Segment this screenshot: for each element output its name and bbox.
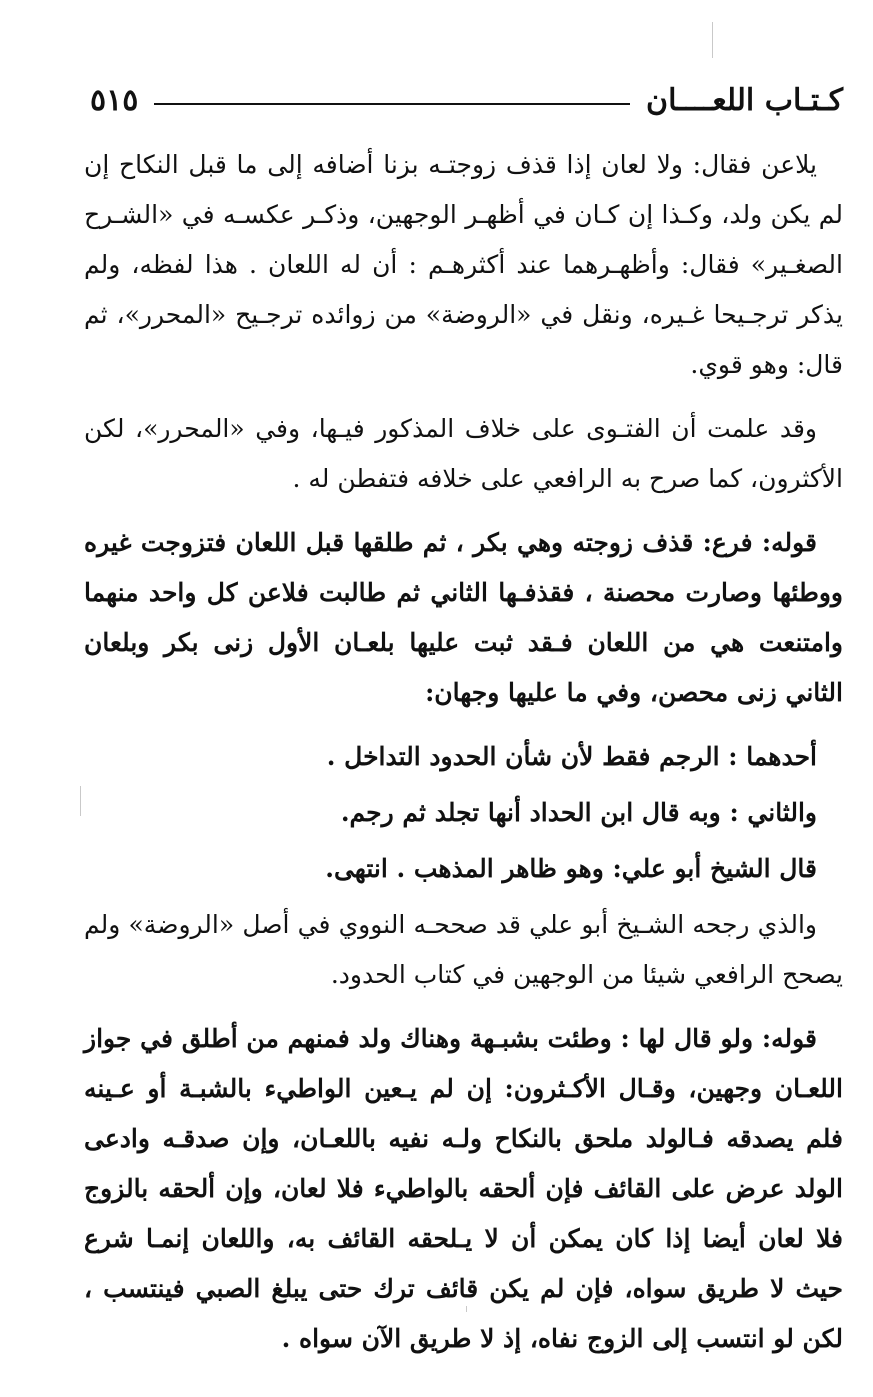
chapter-title: كـتـاب اللعــــان (646, 82, 843, 118)
paragraph-4: أحدهما : الرجم فقط لأن شأن الحدود التداخل . (326, 742, 817, 771)
scan-mark-top (712, 22, 713, 58)
paragraph-2: وقد علمت أن الفتـوى على خلاف المذكور فيـها، وفي «المحرر»، لكن الأكثرون، كما صرح به الرافعي على خلافه فتفطن له . (84, 414, 843, 493)
scan-mark-left (80, 786, 81, 816)
paragraph-5: والثاني : وبه قال ابن الحداد أنها تجلد ثم رجم. (340, 798, 817, 827)
page-header (90, 78, 843, 122)
page-body (84, 140, 843, 1378)
paragraph-7: والذي رجحه الشـيخ أبو علي قد صححـه النووي في أصل «الروضة» ولم يصحح الرافعي شيئا من الوجهين في كتاب الحدود. (84, 910, 843, 989)
page-number: ٥١٥ (90, 82, 139, 118)
paragraph-3: قوله: فرع: قذف زوجته وهي بكر ، ثم طلقها قبل اللعان فتزوجت غيره ووطئها وصارت محصنة ، فقذفـها الثاني ثم طالبت فلاعن كل واحد منهما وامتنعت هي من اللعان فـقد ثبت عليها بلعـان الأول زنى بكر وبلعان الثاني زنى محصن، وفي ما عليها وجهان: (84, 528, 843, 707)
paragraph-6: قال الشيخ أبو علي: وهو ظاهر المذهب . انتهى. (325, 854, 817, 883)
header-rule (154, 103, 630, 105)
scan-mark-bottom (466, 1306, 467, 1312)
paragraph-8: قوله: ولو قال لها : وطئت بشبـهة وهناك ولد فمنهم من أطلق في جواز اللعـان وجهين، وقـال الأكـثرون: إن لم يـعين الواطيء بالشبـة أو عـينه فلم يصدقه فـالولد ملحق بالنكاح ولـه نفيه باللعـان، وإن صدقـه وادعى الولد عرض على القائف فإن ألحقه بالواطيء فلا لعان، وإن ألحقه بالزوج فلا لعان أيضا إذا كان يمكن أن لا يـلحقه القائف به، واللعان إنمـا شرع حيث لا طريق سواه، فإن لم يكن قائف ترك حتى يبلغ الصبي فينتسب ، لكن لو انتسب إلى الزوج نفاه، إذ لا طريق الآن سواه . (84, 1024, 843, 1353)
paragraph-1: يلاعن فقال: ولا لعان إذا قذف زوجتـه بزنا أضافه إلى ما قبل النكاح إن لم يكن ولد، وكـذا إن كـان في أظهـر الوجهين، وذكـر عكسـه في «الشـرح الصغـير» فقال: وأظهـرهما عند أكثرهـم : أن له اللعان . هذا لفظه، ولم يذكر ترجـيحا غـيره، ونقل في «الروضة» من زوائده ترجـيح «المحرر»، ثم قال: وهو قوي. (84, 150, 843, 379)
